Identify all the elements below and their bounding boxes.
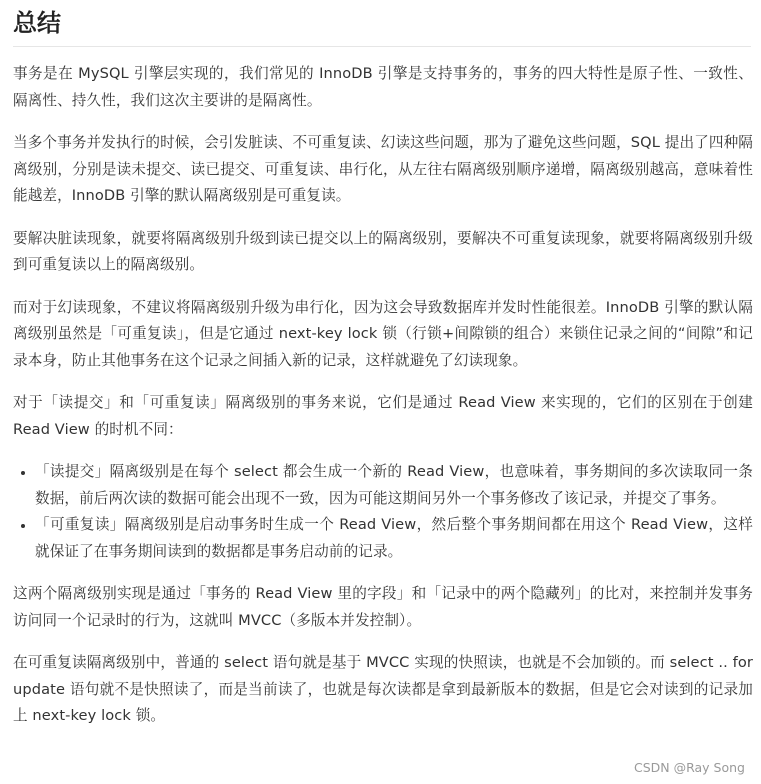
paragraph-snapshot-read: 在可重复读隔离级别中，普通的 select 语句就是基于 MVCC 实现的快照读，也就是不会加锁的。而 select .. for update 语句就不是快照读了，而是当前读了，也就是每次读都是拿到最新版本的数据，但是它会对读到的记录加上 next-key lock 锁。 xyxy=(13,654,753,724)
paragraph-transactions-intro: 事务是在 MySQL 引擎层实现的，我们常见的 InnoDB 引擎是支持事务的，事务的四大特性是原子性、一致性、隔离性、持久性，我们这次主要讲的是隔离性。 xyxy=(13,65,753,109)
list-item-read-committed: • 「读提交」隔离级别是在每个 select 都会生成一个新的 Read View，也意味着，事务期间的多次读取同一条数据，前后两次读的数据可能会出现不一致，因为可能这期间另外一个事务修改了该记录，并提交了事务。 xyxy=(35,459,753,512)
paragraph-dirty-read-fix: 要解决脏读现象，就要将隔离级别升级到读已提交以上的隔离级别，要解决不可重复读现象，就要将隔离级别升级到可重复读以上的隔离级别。 xyxy=(13,229,753,273)
paragraph-read-view: 对于「读提交」和「可重复读」隔离级别的事务来说，它们是通过 Read View 来实现的，它们的区别在于创建 Read View 的时机不同： xyxy=(13,394,753,438)
list-item-repeatable-read: • 「可重复读」隔离级别是启动事务时生成一个 Read View，然后整个事务期间都在用这个 Read View，这样就保证了在事务期间读到的数据都是事务启动前的记录。 xyxy=(35,512,753,565)
section-title: 总结 xyxy=(13,9,61,37)
paragraph-mvcc: 这两个隔离级别实现是通过「事务的 Read View 里的字段」和「记录中的两个隐藏列」的比对，来控制并发事务访问同一个记录时的行为，这就叫 MVCC（多版本并发控制）。 xyxy=(13,585,753,629)
csdn-watermark: CSDN @Ray Song xyxy=(634,760,745,775)
paragraph-isolation-levels: 当多个事务并发执行的时候，会引发脏读、不可重复读、幻读这些问题，那为了避免这些问题，SQL 提出了四种隔离级别，分别是读未提交、读已提交、可重复读、串行化，从左往右隔离级别顺序递增，隔离级别越高，意味着性能越差，InnoDB 引擎的默认隔离级别是可重复读。 xyxy=(13,134,753,204)
paragraph-phantom-read: 而对于幻读现象，不建议将隔离级别升级为串行化，因为这会导致数据库并发时性能很差。InnoDB 引擎的默认隔离级别虽然是「可重复读」，但是它通过 next-key lock 锁（行锁+间隙锁的组合）来锁住记录之间的“间隙”和记录本身，防止其他事务在这个记录之间插入新的记录，这样就避免了幻读现象。 xyxy=(13,298,753,369)
article xyxy=(13,0,753,746)
title-divider xyxy=(13,46,751,47)
read-view-list xyxy=(13,459,753,565)
